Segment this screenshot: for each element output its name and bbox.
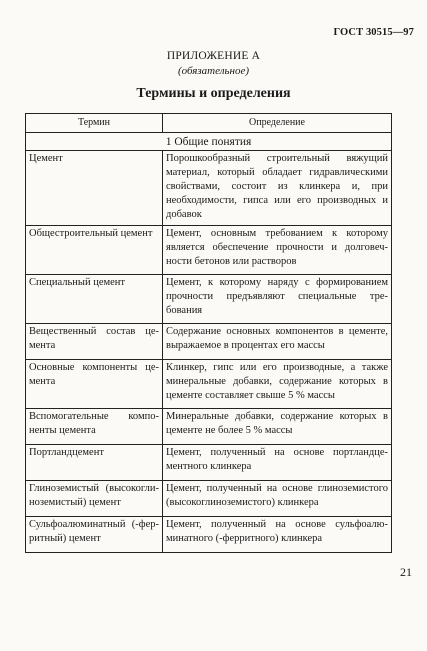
appendix-subtitle: (обязательное) <box>177 65 250 77</box>
section-heading: Термины и определения <box>136 86 291 101</box>
definition-cell: Цемент, к которому наряду с формированием прочности предъявляют специальные требования <box>163 275 392 324</box>
page-number: 21 <box>400 565 412 579</box>
definition-cell: Клинкер, гипс или его производные, а также минеральные добавки, содержание которых в цементе составляет свыше 5 % массы <box>163 360 392 409</box>
table-row <box>26 226 392 275</box>
table-row <box>26 517 392 553</box>
definition-cell: Цемент, полученный на основе сульфоалюминатного (-ферритного) клинкера <box>163 517 392 553</box>
term-cell: Общестроительный цемент <box>26 226 163 275</box>
term-cell: Вещественный состав цемента <box>26 324 163 360</box>
definition-cell: Минеральные добавки, содержание которых в цементе не более 5 % массы <box>163 409 392 445</box>
term-cell: Портландцемент <box>26 445 163 481</box>
table-header-row <box>26 114 392 133</box>
table-row <box>26 151 392 226</box>
table-row <box>26 481 392 517</box>
term-cell: Цемент <box>26 151 163 226</box>
table-row <box>26 409 392 445</box>
group-heading: 1 Общие понятия <box>26 133 392 151</box>
table-row <box>26 275 392 324</box>
definition-cell: Цемент, полученный на основе глиноземистого (высокоглиноземистого) клинкера <box>163 481 392 517</box>
term-cell: Специальный цемент <box>26 275 163 324</box>
group-row <box>26 133 392 151</box>
term-cell: Вспомогательные компоненты цемента <box>26 409 163 445</box>
definition-cell: Содержание основных компонентов в цементе, выражаемое в процентах его массы <box>163 324 392 360</box>
definition-cell: Порошкообразный строительный вяжущий материал, который обладает гидравлическими свойствами, состоит из клинкера и, при необходимости, гипса или его производных и добавок <box>163 151 392 226</box>
term-cell: Сульфоалюминатный (-ферритный) цемент <box>26 517 163 553</box>
appendix-title: ПРИЛОЖЕНИЕ А <box>166 50 261 62</box>
definition-cell: Цемент, полученный на основе портландцементного клинкера <box>163 445 392 481</box>
term-cell: Основные компоненты цемента <box>26 360 163 409</box>
document-code: ГОСТ 30515—97 <box>333 27 414 38</box>
terms-table <box>25 113 392 553</box>
table-row <box>26 360 392 409</box>
table-row <box>26 445 392 481</box>
column-header-term: Термин <box>26 114 163 133</box>
term-cell: Глиноземистый (высокоглиноземистый) цемент <box>26 481 163 517</box>
column-header-definition: Определение <box>163 114 392 133</box>
definition-cell: Цемент, основным требованием к которому является обеспечение прочности и долговечности бетонов или растворов <box>163 226 392 275</box>
table-row <box>26 324 392 360</box>
